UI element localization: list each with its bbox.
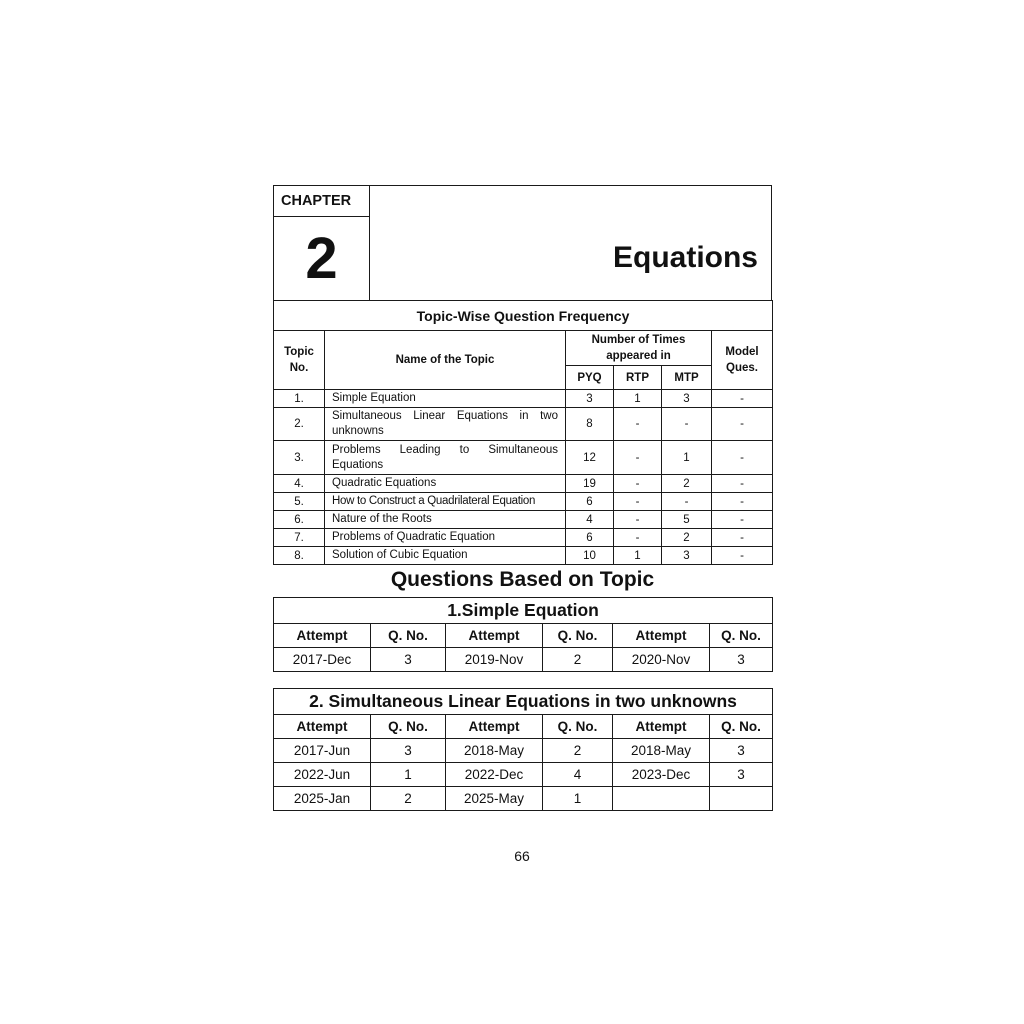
qno-header: Q. No.	[710, 715, 773, 739]
rtp-count: 1	[614, 547, 662, 565]
attempt-cell: 2017-Dec	[274, 648, 371, 672]
table-row	[274, 441, 773, 475]
chapter-number-box	[274, 186, 370, 300]
page-number: 66	[514, 848, 530, 864]
pyq-count: 8	[566, 408, 614, 441]
model-count: -	[712, 390, 773, 408]
header-times-group: Number of Times appeared in	[566, 331, 712, 366]
table-row	[274, 475, 773, 493]
attempt-cell: 2022-Jun	[274, 763, 371, 787]
attempt-header: Attempt	[446, 715, 543, 739]
attempt-cell: 2020-Nov	[613, 648, 710, 672]
table-row	[274, 390, 773, 408]
section-heading: Questions Based on Topic	[390, 568, 655, 591]
table-row	[274, 511, 773, 529]
pyq-count: 10	[566, 547, 614, 565]
pyq-count: 19	[566, 475, 614, 493]
table-row	[274, 739, 773, 763]
attempt-header: Attempt	[274, 624, 371, 648]
attempt-cell: 2018-May	[613, 739, 710, 763]
frequency-table-caption: Topic-Wise Question Frequency	[274, 301, 773, 331]
rtp-count: -	[614, 441, 662, 475]
rtp-count: -	[614, 408, 662, 441]
topic-attempts-table	[273, 597, 773, 672]
header-topic-name: Name of the Topic	[325, 331, 566, 390]
qno-cell: 3	[710, 648, 773, 672]
header-topic-no: Topic No.	[274, 331, 325, 390]
qno-cell: 1	[371, 763, 446, 787]
pyq-count: 6	[566, 493, 614, 511]
chapter-number: 2	[305, 226, 338, 291]
attempt-cell: 2023-Dec	[613, 763, 710, 787]
rtp-count: -	[614, 511, 662, 529]
mtp-count: 2	[662, 475, 712, 493]
qno-cell	[710, 787, 773, 811]
model-count: -	[712, 441, 773, 475]
attempt-header: Attempt	[446, 624, 543, 648]
table-row	[274, 408, 773, 441]
pyq-count: 4	[566, 511, 614, 529]
qno-cell: 2	[543, 739, 613, 763]
model-count: -	[712, 493, 773, 511]
frequency-table	[273, 300, 773, 565]
topic-no: 1.	[274, 390, 325, 408]
attempt-cell: 2025-Jan	[274, 787, 371, 811]
topic-name: Problems of Quadratic Equation	[325, 529, 566, 547]
topic-no: 7.	[274, 529, 325, 547]
topic-table-title: 1.Simple Equation	[274, 598, 773, 624]
rtp-count: -	[614, 529, 662, 547]
topic-name: How to Construct a Quadrilateral Equation	[325, 493, 566, 511]
topic-attempts-table	[273, 688, 773, 811]
attempt-cell: 2019-Nov	[446, 648, 543, 672]
table-row	[274, 529, 773, 547]
topic-name: Problems Leading to Simultaneous Equations	[325, 441, 566, 475]
qno-cell: 3	[371, 739, 446, 763]
topic-name: Simple Equation	[325, 390, 566, 408]
rtp-count: 1	[614, 390, 662, 408]
qno-cell: 3	[710, 763, 773, 787]
header-rtp: RTP	[614, 366, 662, 390]
model-count: -	[712, 547, 773, 565]
topic-no: 5.	[274, 493, 325, 511]
rtp-count: -	[614, 475, 662, 493]
topic-no: 3.	[274, 441, 325, 475]
qno-header: Q. No.	[371, 624, 446, 648]
qno-cell: 1	[543, 787, 613, 811]
topic-no: 4.	[274, 475, 325, 493]
table-row	[274, 493, 773, 511]
attempt-cell	[613, 787, 710, 811]
model-count: -	[712, 408, 773, 441]
attempt-cell: 2022-Dec	[446, 763, 543, 787]
model-count: -	[712, 475, 773, 493]
attempt-cell: 2017-Jun	[274, 739, 371, 763]
topic-name: Quadratic Equations	[325, 475, 566, 493]
attempt-header: Attempt	[613, 624, 710, 648]
model-count: -	[712, 511, 773, 529]
header-mtp: MTP	[662, 366, 712, 390]
topic-name: Solution of Cubic Equation	[325, 547, 566, 565]
qno-header: Q. No.	[543, 715, 613, 739]
attempt-header: Attempt	[613, 715, 710, 739]
topic-no: 6.	[274, 511, 325, 529]
pyq-count: 3	[566, 390, 614, 408]
rtp-count: -	[614, 493, 662, 511]
attempt-cell: 2025-May	[446, 787, 543, 811]
chapter-label: CHAPTER	[274, 186, 369, 217]
mtp-count: -	[662, 493, 712, 511]
model-count: -	[712, 529, 773, 547]
attempt-cell: 2018-May	[446, 739, 543, 763]
header-model-ques: Model Ques.	[712, 331, 773, 390]
qno-cell: 2	[543, 648, 613, 672]
mtp-count: 3	[662, 547, 712, 565]
qno-cell: 3	[371, 648, 446, 672]
qno-cell: 4	[543, 763, 613, 787]
qno-cell: 3	[710, 739, 773, 763]
topic-no: 8.	[274, 547, 325, 565]
chapter-title: Equations	[612, 241, 758, 274]
table-row	[274, 763, 773, 787]
topic-name: Simultaneous Linear Equations in two unknowns	[325, 408, 566, 441]
qno-cell: 2	[371, 787, 446, 811]
table-row	[274, 787, 773, 811]
topic-table-title: 2. Simultaneous Linear Equations in two unknowns	[274, 689, 773, 715]
mtp-count: 3	[662, 390, 712, 408]
mtp-count: 5	[662, 511, 712, 529]
attempt-header: Attempt	[274, 715, 371, 739]
table-row	[274, 648, 773, 672]
pyq-count: 12	[566, 441, 614, 475]
topic-name: Nature of the Roots	[325, 511, 566, 529]
mtp-count: -	[662, 408, 712, 441]
qno-header: Q. No.	[710, 624, 773, 648]
pyq-count: 6	[566, 529, 614, 547]
header-pyq: PYQ	[566, 366, 614, 390]
topic-no: 2.	[274, 408, 325, 441]
table-row	[274, 547, 773, 565]
chapter-header	[273, 185, 772, 301]
qno-header: Q. No.	[543, 624, 613, 648]
qno-header: Q. No.	[371, 715, 446, 739]
mtp-count: 2	[662, 529, 712, 547]
mtp-count: 1	[662, 441, 712, 475]
